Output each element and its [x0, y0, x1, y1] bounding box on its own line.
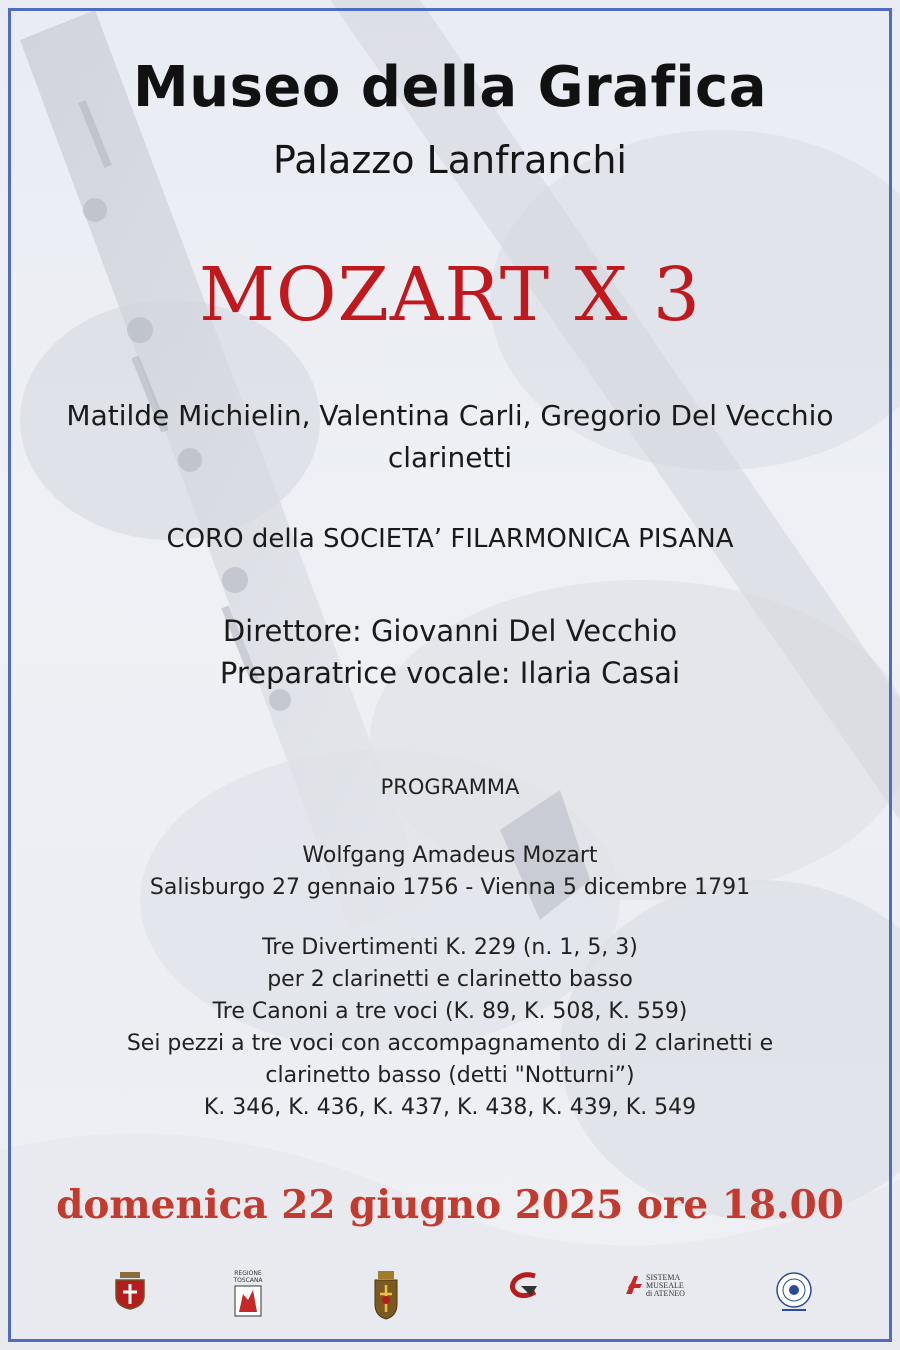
regione-toscana-label: REGIONE TOSCANA [233, 1270, 263, 1284]
svg-text:SISTEMA: SISTEMA [646, 1273, 681, 1282]
choir-name: CORO della SOCIETA’ FILARMONICA PISANA [166, 524, 734, 554]
vocal-coach-line: Preparatrice vocale: Ilaria Casai [219, 656, 681, 690]
work-line: per 2 clarinetti e clarinetto basso [267, 967, 633, 992]
provincia-crest-icon [356, 1270, 416, 1330]
work-line: Tre Canoni a tre voci (K. 89, K. 508, K. 559) [212, 999, 688, 1024]
composer-block [0, 840, 900, 904]
works-list [0, 932, 900, 1124]
composer-dates: Salisburgo 27 gennaio 1756 - Vienna 5 dicembre 1791 [149, 875, 751, 900]
sponsor-logos [0, 1270, 900, 1330]
svg-text:di ATENEO: di ATENEO [646, 1289, 685, 1298]
work-line: Tre Divertimenti K. 229 (n. 1, 5, 3) [262, 935, 638, 960]
venue-subtitle: Palazzo Lanfranchi [272, 138, 627, 182]
sistema-museale-logo-icon [620, 1270, 710, 1330]
work-line: Sei pezzi a tre voci con accompagnamento di 2 clarinetti e [126, 1031, 774, 1056]
composer-name: Wolfgang Amadeus Mozart [302, 843, 598, 868]
work-line: K. 346, K. 436, K. 437, K. 438, K. 439, K. 549 [203, 1095, 697, 1120]
regione-toscana-logo-icon [218, 1270, 278, 1330]
comune-pisa-crest-icon [100, 1270, 160, 1330]
work-line: clarinetto basso (detti "Notturni”) [265, 1063, 635, 1088]
event-date-time: domenica 22 giugno 2025 ore 18.00 [56, 1182, 844, 1228]
universita-pisa-seal-icon [764, 1270, 824, 1330]
directors-block [0, 610, 900, 694]
performers-block [0, 395, 900, 479]
museo-grafica-logo-icon [494, 1270, 554, 1330]
venue-title: Museo della Grafica [132, 55, 768, 120]
program-heading: PROGRAMMA [380, 775, 520, 799]
svg-text:MUSEALE: MUSEALE [646, 1281, 684, 1290]
performers-names: Matilde Michielin, Valentina Carli, Gregorio Del Vecchio [66, 399, 834, 432]
concert-title: MOZART X 3 [199, 252, 701, 338]
director-line: Direttore: Giovanni Del Vecchio [222, 614, 678, 648]
performers-instrument: clarinetti [387, 441, 513, 474]
